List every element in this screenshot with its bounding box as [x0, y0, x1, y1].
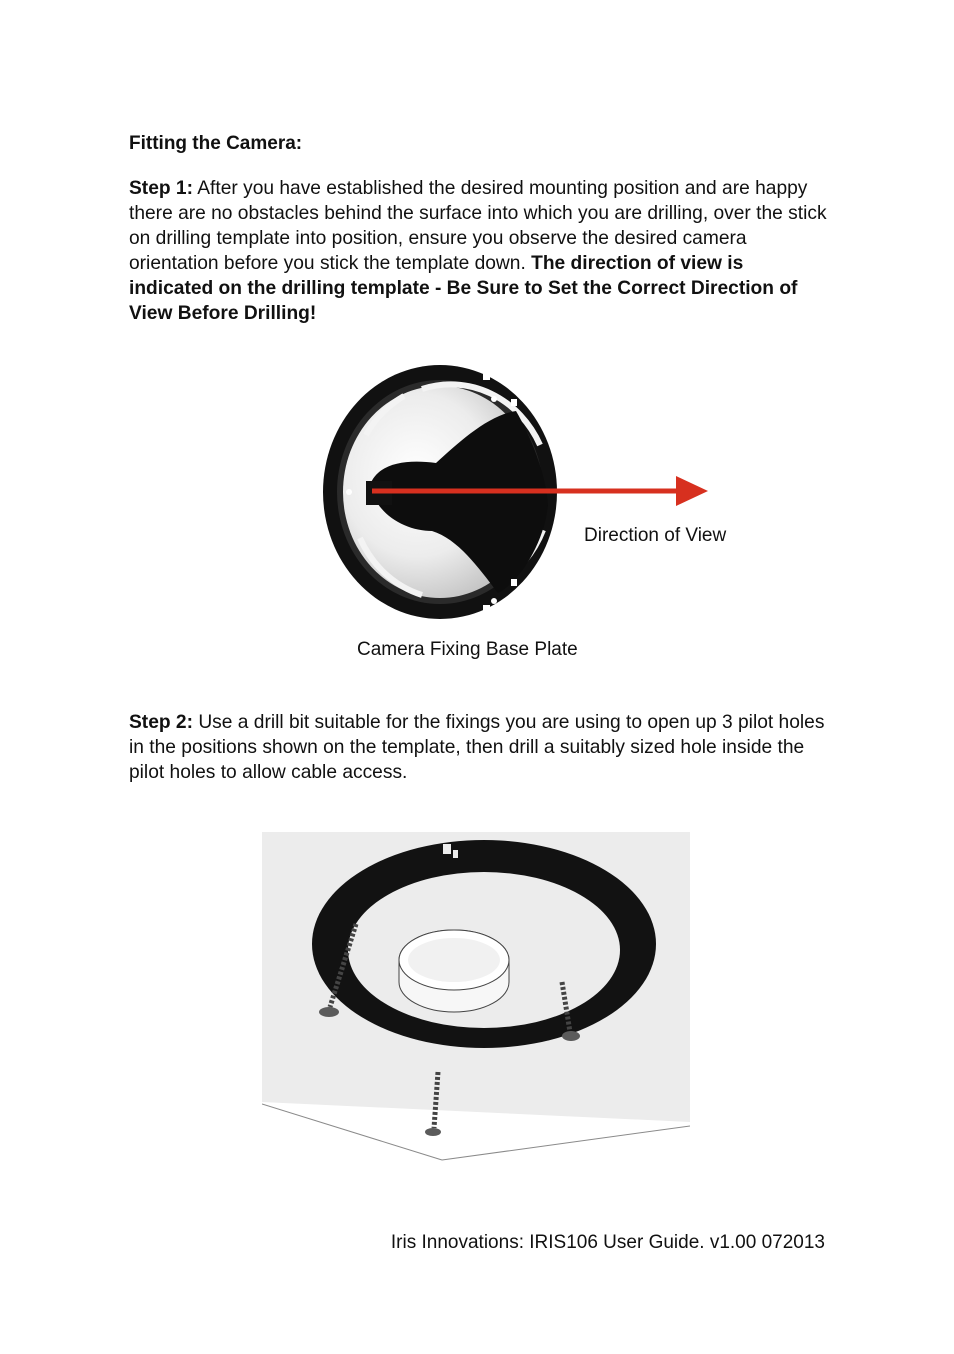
- base-plate-illustration: [318, 355, 738, 630]
- page-footer: Iris Innovations: IRIS106 User Guide. v1.00 072013: [390, 1232, 825, 1253]
- step-2-paragraph: [129, 710, 829, 785]
- step-1-text: After you have established the desired mounting position and are happy there are no obstacles behind the surface into which you are drilling, over the stick on drilling template into position, ensure you observe the desired camera orientation before you stick the template down.: [129, 178, 827, 274]
- drilling-illustration: [262, 832, 690, 1162]
- step-1-paragraph: [129, 176, 829, 326]
- step-1-label: Step 1:: [129, 178, 193, 199]
- section-heading: Fitting the Camera:: [129, 133, 303, 154]
- direction-of-view-label: Direction of View: [584, 525, 727, 546]
- step-2-label: Step 2:: [129, 712, 193, 733]
- step-2-text: Use a drill bit suitable for the fixings you are using to open up 3 pilot holes in the positions shown on the template, then drill a suitably sized hole inside the pilot holes to allow cable access.: [129, 712, 825, 783]
- cable-hole: [399, 930, 509, 1012]
- figure-1-caption: Camera Fixing Base Plate: [357, 639, 578, 660]
- step-1-warning: The direction of view is indicated on the drilling template - Be Sure to Set the Correct Direction of View Before Drilling!: [129, 253, 798, 324]
